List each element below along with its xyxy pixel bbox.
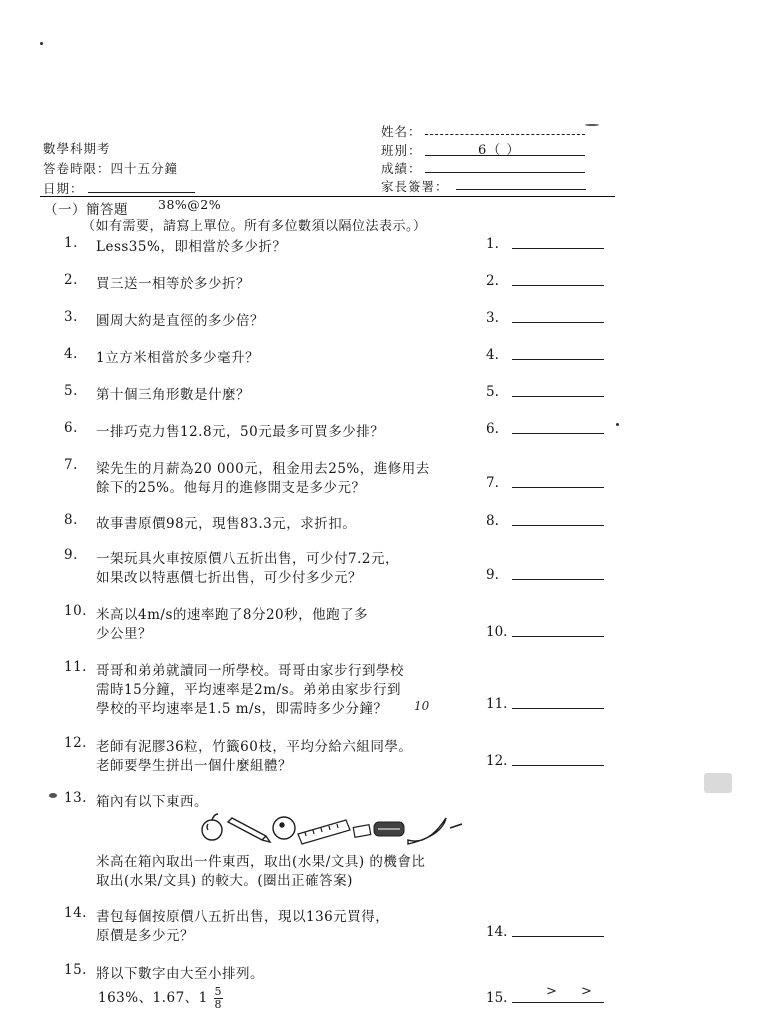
score-label: 成績： bbox=[381, 161, 422, 176]
answer-blank[interactable] bbox=[512, 396, 604, 397]
question-text: 第十個三角形數是什麼？ bbox=[96, 387, 250, 403]
question-number: 13. bbox=[64, 790, 87, 806]
name-label: 姓名： bbox=[381, 124, 422, 139]
answer-blank[interactable] bbox=[512, 708, 604, 709]
q15-fraction bbox=[214, 986, 224, 1011]
answer-number: 10. bbox=[486, 624, 508, 640]
question-text: 故事書原價98元，現售83.3元，求折扣。 bbox=[96, 516, 357, 532]
question-text: 老師要學生拼出一個什麼組體？ bbox=[96, 758, 292, 774]
question-number: 8. bbox=[64, 512, 78, 528]
banana-icon bbox=[408, 818, 446, 844]
question-text: 買三送一相等於多少折？ bbox=[96, 276, 250, 292]
answer-number: 7. bbox=[486, 475, 499, 491]
question-text: 1立方米相當於多少毫升？ bbox=[96, 350, 260, 366]
answer-number: 4. bbox=[486, 347, 499, 363]
answer-blank[interactable] bbox=[512, 433, 604, 434]
question-text: 學校的平均速率是1.5 m/s，即需時多少分鐘？ bbox=[96, 701, 388, 717]
answer-number: 1. bbox=[486, 236, 499, 252]
question-text: 書包每個按原價八五折出售，現以136元買得， bbox=[96, 909, 390, 925]
question-number: 1. bbox=[64, 235, 78, 251]
question-text: 如果改以特惠價七折出售，可少付多少元？ bbox=[96, 570, 362, 586]
pencil-case-icon bbox=[374, 822, 404, 836]
question-text: 箱內有以下東西。 bbox=[96, 794, 208, 810]
q15-numbers bbox=[98, 986, 223, 1011]
question-text: 原價是多少元？ bbox=[96, 928, 194, 944]
question-number: 3. bbox=[64, 309, 78, 325]
question-number: 11. bbox=[64, 659, 87, 675]
class-value: 6（ ） bbox=[478, 143, 521, 158]
question-text: 一排巧克力售12.8元，50元最多可買多少排？ bbox=[96, 424, 385, 440]
fraction-numerator: 5 bbox=[214, 985, 223, 998]
signature-line bbox=[456, 189, 586, 190]
scan-speck bbox=[616, 423, 619, 426]
class-line bbox=[425, 155, 585, 156]
header-rule bbox=[40, 196, 615, 197]
answer-blank[interactable] bbox=[512, 359, 604, 360]
answer-blank[interactable] bbox=[512, 765, 604, 766]
section-marks: 38%@2% bbox=[158, 197, 222, 212]
question-text: 老師有泥膠36粒，竹籤60枝，平均分給六組同學。 bbox=[96, 739, 413, 755]
question-text: 圓周大約是直徑的多少倍？ bbox=[96, 313, 264, 329]
handwritten-note-q11: 10 bbox=[414, 699, 430, 713]
scan-speck bbox=[704, 773, 732, 793]
orange-icon bbox=[273, 817, 295, 839]
question-text: 一架玩具火車按原價八五折出售，可少付7.2元， bbox=[96, 551, 399, 567]
section-title: （一）簡答題 bbox=[44, 202, 128, 218]
question-text: 取出(水果/文具) 的較大。(圈出正確答案) bbox=[96, 873, 353, 889]
apple-icon bbox=[202, 814, 222, 840]
question-number: 7. bbox=[64, 457, 78, 473]
answer-number: 3. bbox=[486, 310, 499, 326]
question-number: 5. bbox=[64, 383, 78, 399]
question-number: 6. bbox=[64, 420, 78, 436]
question-text: 哥哥和弟弟就讀同一所學校。哥哥由家步行到學校 bbox=[96, 663, 404, 679]
ruler-icon bbox=[298, 820, 350, 844]
answer-number: 8. bbox=[486, 513, 499, 529]
answer-blank[interactable] bbox=[512, 936, 604, 937]
question-number: 15. bbox=[64, 962, 87, 978]
q15-values: 163%、1.67、1 bbox=[98, 990, 208, 1006]
answer-blank[interactable] bbox=[512, 248, 604, 249]
answer-number: 11. bbox=[486, 696, 508, 712]
class-label: 班別： bbox=[381, 143, 422, 158]
eraser-icon bbox=[353, 825, 370, 838]
answer-blank[interactable] bbox=[512, 322, 604, 323]
question-text: 將以下數字由大至小排列。 bbox=[96, 966, 264, 982]
score-line bbox=[425, 172, 585, 173]
question-text: 米高以4m/s的速率跑了8分20秒，他跑了多 bbox=[96, 607, 369, 623]
question-text: 米高在箱內取出一件東西，取出(水果/文具) 的機會比 bbox=[96, 854, 426, 870]
question-text: 餘下的25%。他每月的進修開支是多少元？ bbox=[96, 480, 366, 496]
signature-label: 家長簽署： bbox=[381, 179, 449, 194]
question-text: Less35%，即相當於多少折？ bbox=[96, 239, 287, 255]
answer-number: 6. bbox=[486, 421, 499, 437]
answer-blank[interactable] bbox=[512, 1002, 604, 1003]
answer-number: 5. bbox=[486, 384, 499, 400]
answer-blank[interactable] bbox=[512, 487, 604, 488]
pen-icon bbox=[450, 824, 462, 828]
answer-blank[interactable] bbox=[512, 579, 604, 580]
subject-title: 數學科期考 bbox=[43, 141, 111, 156]
section-instruction: （如有需要，請寫上單位。所有多位數須以隔位法表示。） bbox=[82, 219, 427, 234]
question-number: 10. bbox=[64, 603, 87, 619]
answer-number: 2. bbox=[486, 273, 499, 289]
question-text: 需時15分鐘，平均速率是2m/s。弟弟由家步行到 bbox=[96, 682, 402, 698]
answer-number: 12. bbox=[486, 753, 508, 769]
answer-number: 15. bbox=[486, 990, 508, 1006]
pencil-icon bbox=[228, 818, 270, 842]
answer-blank[interactable] bbox=[512, 285, 604, 286]
question-number: 12. bbox=[64, 735, 87, 751]
question-number: 4. bbox=[64, 346, 78, 362]
answer-number: 14. bbox=[486, 924, 508, 940]
items-illustration bbox=[196, 806, 466, 850]
time-limit: 答卷時限：四十五分鐘 bbox=[43, 161, 179, 176]
name-line bbox=[425, 134, 585, 135]
question-number: 9. bbox=[64, 547, 78, 563]
answer-number: 9. bbox=[486, 567, 499, 583]
answer-blank[interactable] bbox=[512, 636, 604, 637]
handwritten-answer-q15: > > bbox=[546, 984, 602, 999]
question-text: 少公里？ bbox=[96, 626, 152, 642]
question-text: 梁先生的月薪為20 000元，租金用去25%，進修用去 bbox=[96, 461, 430, 477]
question-number: 2. bbox=[64, 272, 78, 288]
scan-speck bbox=[40, 42, 43, 45]
date-line bbox=[88, 192, 195, 193]
question-number: 14. bbox=[64, 905, 87, 921]
date-label: 日期： bbox=[43, 181, 84, 196]
scan-speck bbox=[49, 793, 57, 798]
fraction-denominator: 8 bbox=[214, 998, 223, 1011]
scan-speck bbox=[585, 124, 599, 126]
answer-blank[interactable] bbox=[512, 525, 604, 526]
